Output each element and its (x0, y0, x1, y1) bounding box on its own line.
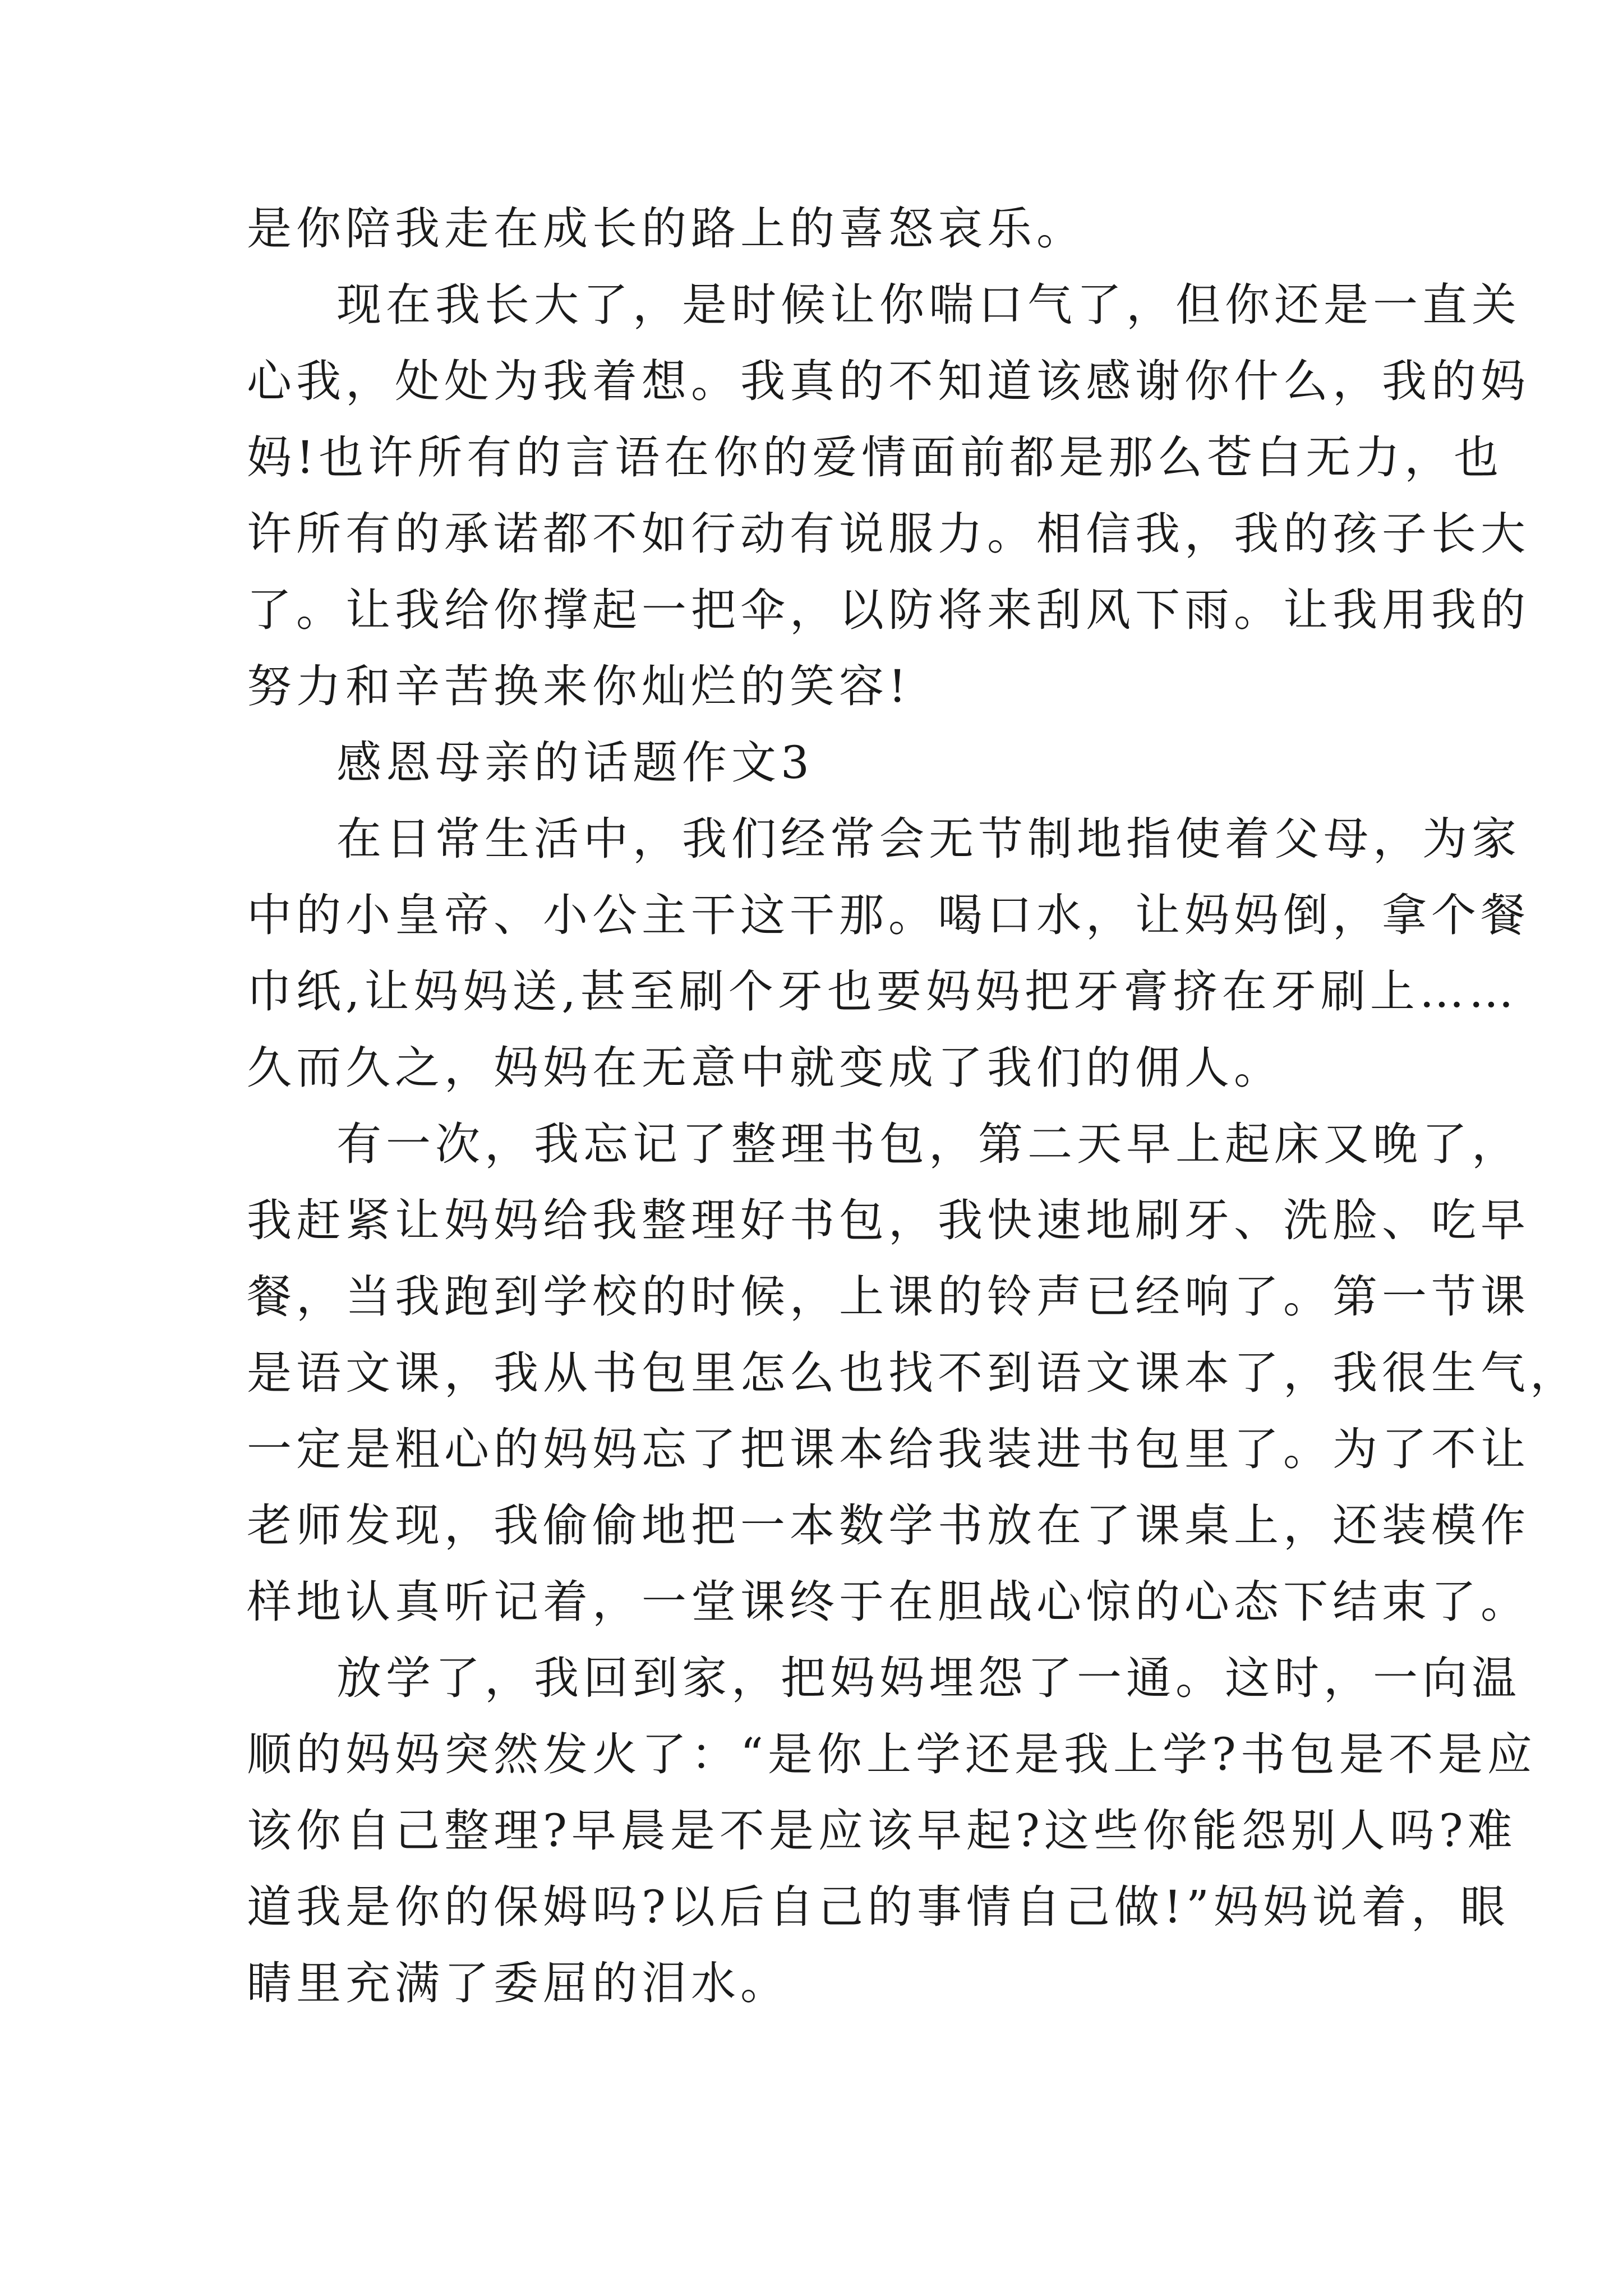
text-line-9: 在日常生活中，我们经常会无节制地指使着父母，为家 (336, 813, 1521, 865)
text-line-3: 心我，处处为我着想。我真的不知道该感谢你什么，我的妈 (247, 355, 1530, 407)
text-line-6: 了。让我给你撑起一把伞，以防将来刮风下雨。让我用我的 (247, 584, 1530, 636)
text-line-14: 我赶紧让妈妈给我整理好书包，我快速地刷牙、洗脸、吃早 (247, 1194, 1530, 1246)
text-line-23: 道我是你的保姆吗?以后自己的事情自己做!”妈妈说着，眼 (247, 1881, 1510, 1933)
document-body (247, 191, 1579, 2022)
text-line-24: 睛里充满了委屈的泪水。 (247, 1957, 790, 2009)
text-line-15: 餐，当我跑到学校的时候，上课的铃声已经响了。第一节课 (247, 1271, 1530, 1323)
section-heading: 感恩母亲的话题作文3 (336, 737, 814, 789)
text-line-20: 放学了，我回到家，把妈妈埋怨了一通。这时，一向温 (336, 1652, 1521, 1704)
text-line-5: 许所有的承诺都不如行动有说服力。相信我，我的孩子长大 (247, 508, 1530, 560)
text-line-22: 该你自己整理?早晨是不是应该早起?这些你能怨别人吗?难 (247, 1805, 1517, 1857)
text-line-17: 一定是粗心的妈妈忘了把课本给我装进书包里了。为了不让 (247, 1423, 1530, 1475)
text-line-4: 妈!也许所有的言语在你的爱情面前都是那么苍白无力，也 (247, 431, 1504, 484)
text-line-21: 顺的妈妈突然发火了：“是你上学还是我上学?书包是不是应 (247, 1728, 1537, 1780)
text-line-18: 老师发现，我偷偷地把一本数学书放在了课桌上，还装模作 (247, 1499, 1530, 1552)
text-line-16: 是语文课，我从书包里怎么也找不到语文课本了，我很生气， (247, 1347, 1579, 1399)
text-line-19: 样地认真听记着，一堂课终于在胆战心惊的心态下结束了。 (247, 1576, 1530, 1628)
text-line-13: 有一次，我忘记了整理书包，第二天早上起床又晚了， (336, 1118, 1521, 1170)
text-line-2: 现在我长大了，是时候让你喘口气了，但你还是一直关 (336, 279, 1521, 331)
text-line-11: 巾纸,让妈妈送,甚至刷个牙也要妈妈把牙膏挤在牙刷上…… (247, 965, 1518, 1018)
text-line-12: 久而久之，妈妈在无意中就变成了我们的佣人。 (247, 1042, 1283, 1094)
text-line-7: 努力和辛苦换来你灿烂的笑容! (247, 660, 911, 712)
text-line-1: 是你陪我走在成长的路上的喜怒哀乐。 (247, 203, 1086, 255)
text-line-10: 中的小皇帝、小公主干这干那。喝口水，让妈妈倒，拿个餐 (247, 889, 1530, 941)
